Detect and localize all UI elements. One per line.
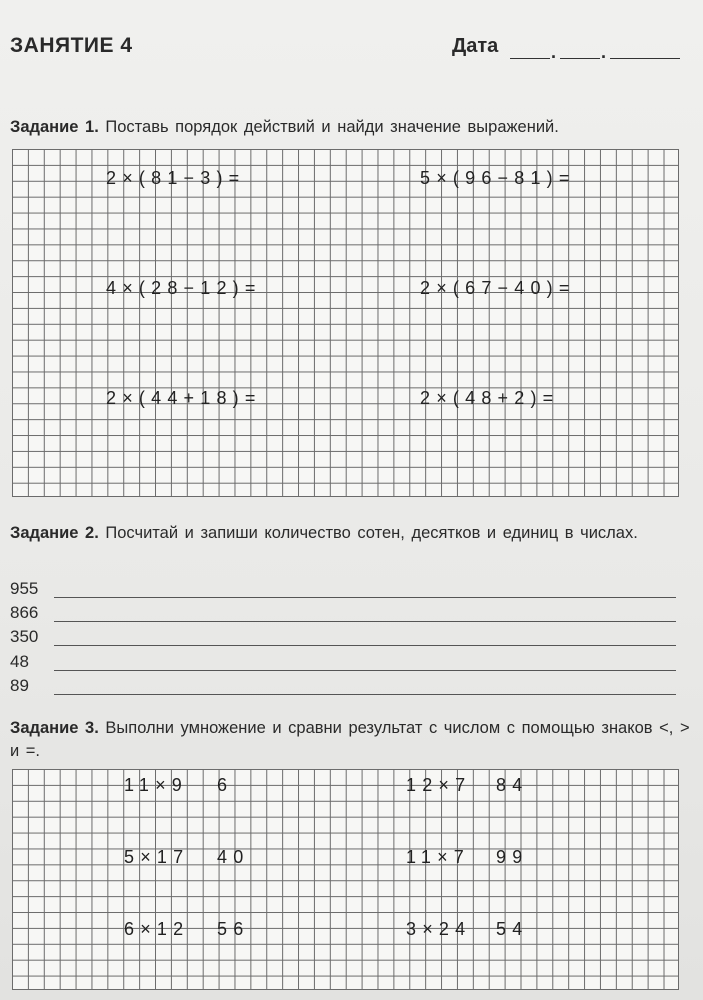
lesson-title: ЗАНЯТИЕ 4 (10, 34, 133, 57)
task2-answer-row[interactable] (10, 601, 676, 625)
task3-grid[interactable] (12, 769, 679, 990)
task3-expression: 12×7 (406, 775, 472, 795)
task1-expression: 2×(81−3)= (106, 168, 246, 188)
task2-answer-row[interactable] (10, 674, 676, 698)
task3-number: 56 (217, 919, 250, 939)
task1-grid[interactable] (12, 149, 679, 497)
answer-line[interactable] (54, 694, 676, 695)
task3-expression: 3×24 (406, 919, 472, 939)
task3-expression: 5×17 (124, 847, 190, 867)
date-day-field[interactable] (510, 58, 550, 59)
task2-number: 48 (10, 652, 29, 671)
task2-answer-row[interactable] (10, 625, 676, 649)
date-month-field[interactable] (560, 58, 600, 59)
task3-instruction: Выполни умножение и сравни результат с числом с помощью знаков <, > и =. (10, 719, 690, 760)
date-year-field[interactable] (610, 58, 680, 59)
task3-expression: 11×7 (406, 847, 471, 867)
task2-number: 89 (10, 676, 29, 695)
task2-number: 955 (10, 579, 39, 598)
task1-label: Задание 1. (10, 118, 99, 136)
task3-expression: 11×9 (124, 775, 189, 795)
task3-number: 99 (496, 847, 529, 867)
answer-line[interactable] (54, 621, 676, 622)
answer-line[interactable] (54, 670, 676, 671)
task1-expression: 4×(28−12)= (106, 278, 262, 298)
task3-number: 54 (496, 919, 529, 939)
task3-number: 84 (496, 775, 529, 795)
task2-heading (10, 522, 690, 545)
task1-expression: 5×(96−81)= (420, 168, 576, 188)
task2-label: Задание 2. (10, 524, 99, 542)
answer-line[interactable] (54, 597, 676, 598)
task3-heading (10, 717, 690, 763)
task1-instruction: Поставь порядок действий и найди значение выражений. (105, 118, 559, 136)
task2-number: 350 (10, 627, 39, 646)
task1-expression: 2×(67−40)= (420, 278, 576, 298)
task1-heading (10, 116, 559, 139)
date-separator: . (601, 42, 607, 62)
task1-expression: 2×(48+2)= (420, 388, 560, 408)
task3-expression: 6×12 (124, 919, 190, 939)
date-label: Дата (452, 35, 499, 57)
task1-expression: 2×(44+18)= (106, 388, 262, 408)
task2-answer-row[interactable] (10, 650, 676, 674)
task3-number: 6 (217, 775, 234, 795)
task3-label: Задание 3. (10, 719, 99, 737)
task2-answer-row[interactable] (10, 577, 676, 601)
task3-number: 40 (217, 847, 250, 867)
task2-instruction: Посчитай и запиши количество сотен, десятков и единиц в числах. (105, 524, 638, 542)
task2-number: 866 (10, 603, 39, 622)
date-separator: . (551, 42, 557, 62)
answer-line[interactable] (54, 645, 676, 646)
